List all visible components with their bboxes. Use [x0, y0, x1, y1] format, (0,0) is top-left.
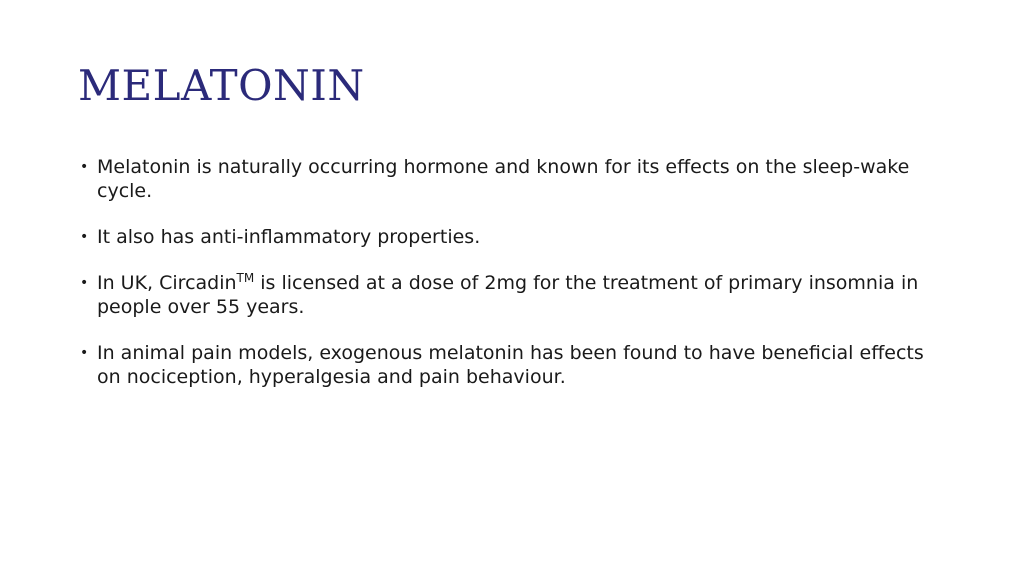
bullet-item-anti-inflammatory — [78, 225, 928, 249]
bullet-marker: • — [80, 229, 89, 245]
bullet-item-melatonin-hormone — [78, 155, 928, 203]
slide-title: MELATONIN — [78, 61, 365, 110]
bullet-text: In animal pain models, exogenous melatonin has been found to have beneficial effects on nociception, hyperalgesia and pain behaviour. — [97, 342, 924, 388]
bullet-list — [78, 155, 928, 411]
bullet-marker: • — [80, 345, 89, 361]
bullet-text-before-trademark: In UK, Circadin — [97, 272, 237, 294]
bullet-item-animal-pain-models — [78, 341, 928, 389]
bullet-item-circadin-license — [78, 271, 928, 319]
bullet-text: Melatonin is naturally occurring hormone and known for its effects on the sleep-wake cycle. — [97, 156, 910, 202]
bullet-text: It also has anti-inflammatory properties. — [97, 226, 481, 248]
bullet-marker: • — [80, 159, 89, 175]
bullet-marker: • — [80, 275, 89, 291]
bullet-text-after-trademark: is licensed at a dose of 2mg for the treatment of primary insomnia in people over 55 years. — [97, 272, 919, 318]
trademark-superscript: TM — [236, 271, 255, 285]
